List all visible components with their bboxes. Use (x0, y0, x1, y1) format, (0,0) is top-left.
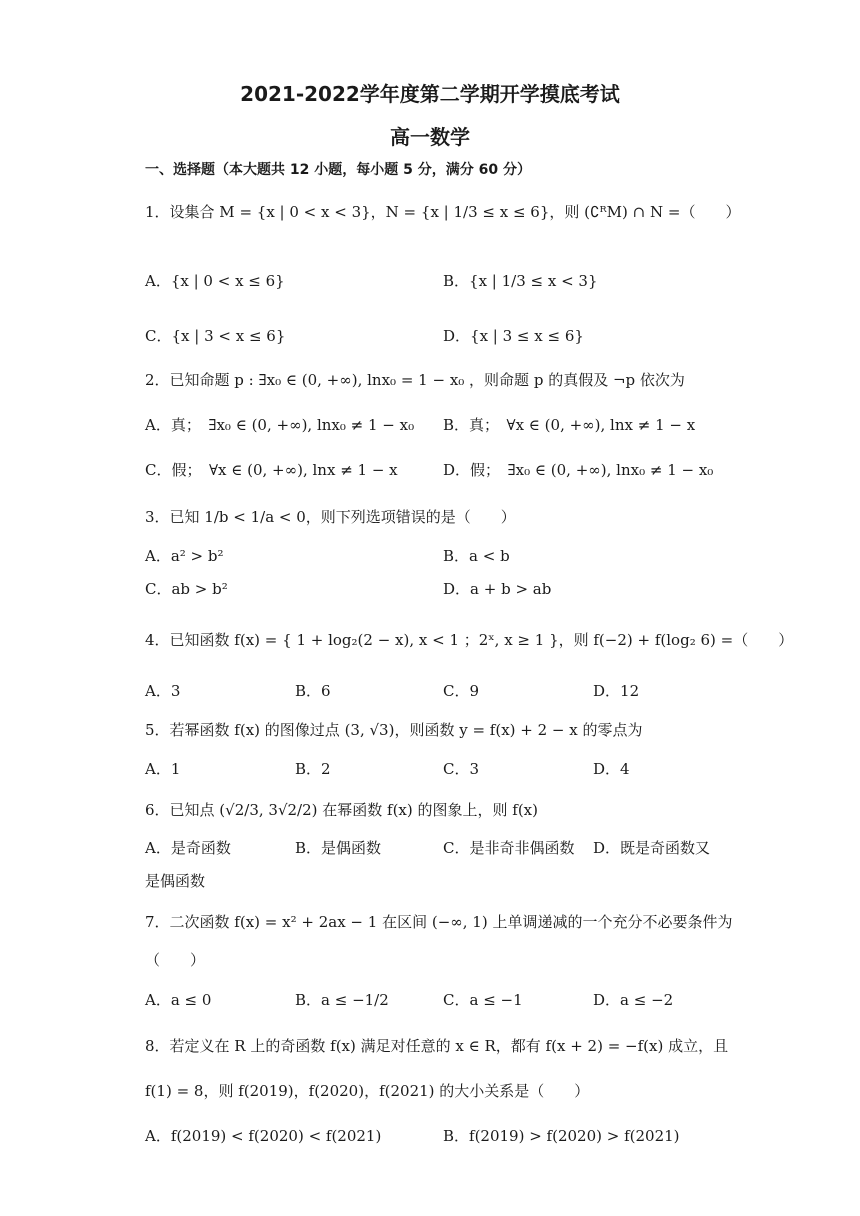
question-8-stem-continued: f(1) = 8，则 f(2019)，f(2020)，f(2021) 的大小关系是（ ） (145, 1082, 590, 1100)
question-1-option-b: B．{x | 1/3 ≤ x < 3} (443, 272, 598, 290)
question-7-option-a: A．a ≤ 0 (145, 991, 212, 1009)
question-5-option-a: A．1 (145, 760, 181, 778)
question-2-option-b: B．真； ∀x ∈ (0, +∞), lnx ≠ 1 − x (443, 416, 696, 434)
question-6-option-a: A．是奇函数 (145, 839, 231, 857)
question-3-option-c: C．ab > b² (145, 580, 228, 598)
question-3-option-a: A．a² > b² (145, 547, 224, 565)
question-5-stem: 5．若幂函数 f(x) 的图像过点 (3, √3)，则函数 y = f(x) + 2 − x 的零点为 (145, 721, 643, 739)
question-1-stem: 1．设集合 M = {x | 0 < x < 3}，N = {x | 1/3 ≤ x ≤ 6}，则 (∁ᴿM) ∩ N =（ ） (145, 203, 741, 221)
question-3-option-d: D．a + b > ab (443, 580, 552, 598)
question-2-stem: 2．已知命题 p : ∃x₀ ∈ (0, +∞), lnx₀ = 1 − x₀ ，则命题 p 的真假及 ¬p 依次为 (145, 371, 685, 389)
question-6-option-c: C．是非奇非偶函数 (443, 839, 575, 857)
question-7-option-d: D．a ≤ −2 (593, 991, 674, 1009)
question-7-option-c: C．a ≤ −1 (443, 991, 523, 1009)
question-8-option-a: A．f(2019) < f(2020) < f(2021) (145, 1127, 382, 1145)
question-7-option-b: B．a ≤ −1/2 (295, 991, 389, 1009)
question-5-option-c: C．3 (443, 760, 480, 778)
question-6-option-d-continued: 是偶函数 (145, 872, 206, 890)
question-6-option-d: D．既是奇函数又 (593, 839, 711, 857)
question-6-stem: 6．已知点 (√2/3, 3√2/2) 在幂函数 f(x) 的图象上，则 f(x) (145, 801, 538, 819)
question-1-option-c: C．{x | 3 < x ≤ 6} (145, 327, 286, 345)
question-5-option-b: B．2 (295, 760, 331, 778)
question-2-option-d: D．假； ∃x₀ ∈ (0, +∞), lnx₀ ≠ 1 − x₀ (443, 461, 714, 479)
exam-title: 2021-2022学年度第二学期开学摸底考试 (240, 82, 620, 106)
question-3-option-b: B．a < b (443, 547, 510, 565)
question-8-option-b: B．f(2019) > f(2020) > f(2021) (443, 1127, 680, 1145)
question-5-option-d: D．4 (593, 760, 630, 778)
question-6-option-b: B．是偶函数 (295, 839, 382, 857)
question-3-stem: 3．已知 1/b < 1/a < 0，则下列选项错误的是（ ） (145, 508, 516, 526)
question-4-option-c: C．9 (443, 682, 480, 700)
question-4-option-b: B．6 (295, 682, 331, 700)
question-4-stem: 4．已知函数 f(x) = { 1 + log₂(2 − x), x < 1 ；2ˣ, x ≥ 1 }，则 f(−2) + f(log₂ 6) =（ ） (145, 631, 794, 649)
question-2-option-a: A．真； ∃x₀ ∈ (0, +∞), lnx₀ ≠ 1 − x₀ (145, 416, 415, 434)
question-1-option-d: D．{x | 3 ≤ x ≤ 6} (443, 327, 584, 345)
question-8-stem: 8．若定义在 R 上的奇函数 f(x) 满足对任意的 x ∈ R，都有 f(x + 2) = −f(x) 成立，且 (145, 1037, 729, 1055)
question-7-stem: 7．二次函数 f(x) = x² + 2ax − 1 在区间 (−∞, 1) 上单调递减的一个充分不必要条件为 (145, 913, 733, 931)
question-4-option-d: D．12 (593, 682, 640, 700)
section-heading: 一、选择题（本大题共 12 小题，每小题 5 分，满分 60 分） (145, 162, 531, 178)
question-4-option-a: A．3 (145, 682, 181, 700)
question-7-stem-continued: （ ） (145, 951, 206, 969)
question-1-option-a: A．{x | 0 < x ≤ 6} (145, 272, 285, 290)
question-2-option-c: C．假； ∀x ∈ (0, +∞), lnx ≠ 1 − x (145, 461, 398, 479)
exam-subtitle: 高一数学 (390, 125, 470, 149)
